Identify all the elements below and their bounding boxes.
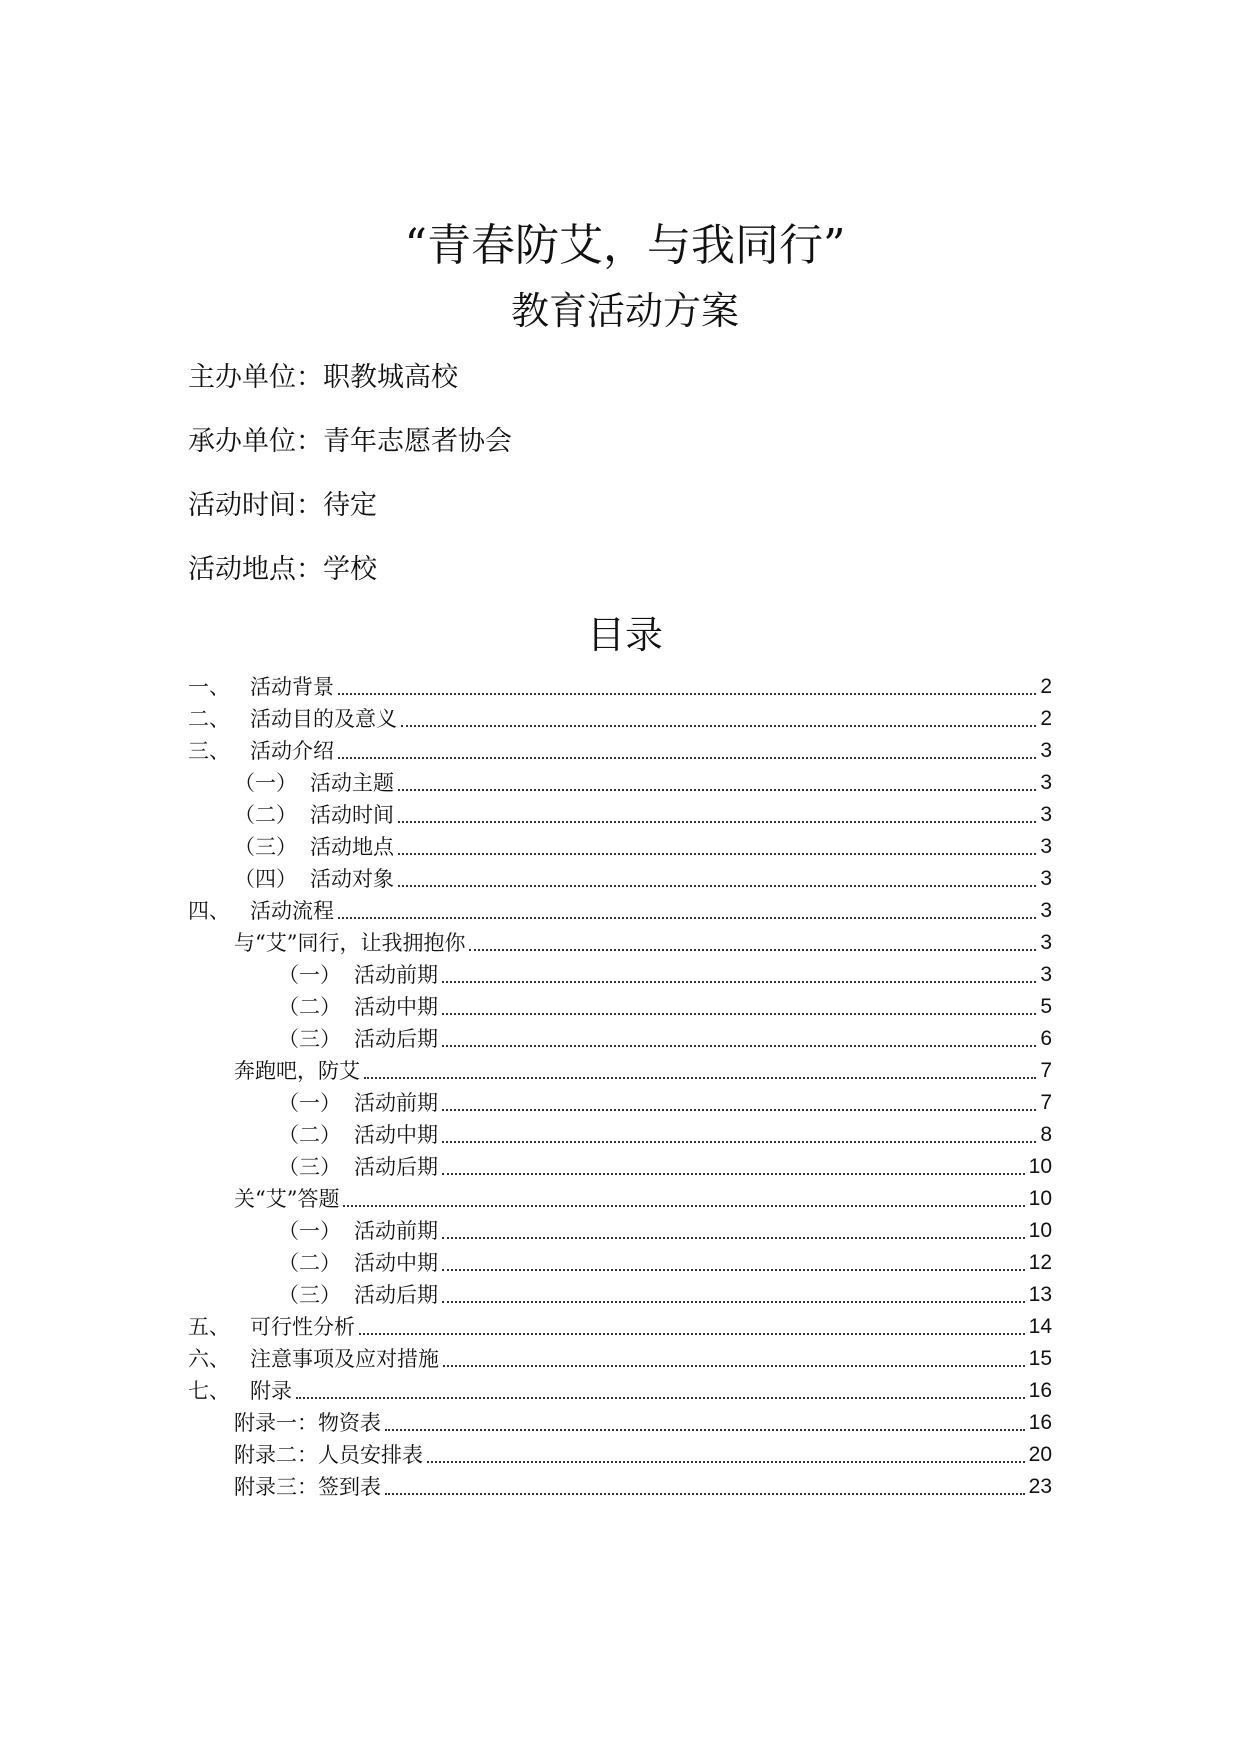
toc-entry-page: 2 — [1040, 675, 1052, 698]
toc-entry-title: 活动流程 — [250, 899, 334, 923]
toc-leader-dots — [427, 1460, 1025, 1463]
toc-entry-page: 13 — [1028, 1283, 1052, 1306]
toc-leader-dots — [338, 756, 1036, 759]
toc-entry-page: 3 — [1040, 899, 1052, 922]
document-subtitle — [0, 286, 1240, 336]
toc-entry[interactable] — [234, 796, 1052, 828]
toc-entry-title: 活动前期 — [354, 1091, 438, 1115]
toc-entry-title: 附录二：人员安排表 — [234, 1443, 423, 1467]
toc-entry-page: 3 — [1040, 931, 1052, 954]
toc-entry-page: 2 — [1040, 707, 1052, 730]
toc-entry-title: 奔跑吧，防艾 — [234, 1059, 360, 1083]
toc-leader-dots — [343, 1204, 1024, 1207]
toc-entry-number: （二） — [278, 995, 341, 1019]
info-label: 活动地点： — [188, 554, 323, 585]
toc-entry-page: 3 — [1040, 835, 1052, 858]
toc-entry-page: 10 — [1028, 1155, 1052, 1178]
toc-entry-title: 活动背景 — [250, 675, 334, 699]
toc-entry-page: 16 — [1028, 1411, 1052, 1434]
document-title — [0, 218, 1240, 274]
toc-leader-dots — [296, 1396, 1025, 1399]
toc-entry-page: 16 — [1028, 1379, 1052, 1402]
toc-entry-number: （二） — [278, 1123, 341, 1147]
toc-entry-page: 3 — [1040, 771, 1052, 794]
toc-leader-dots — [442, 1140, 1036, 1143]
toc-leader-dots — [442, 1236, 1025, 1239]
toc-entry-page: 3 — [1040, 739, 1052, 762]
toc-entry-page: 5 — [1040, 995, 1052, 1018]
toc-leader-dots — [398, 852, 1036, 855]
toc-entry-title: 附录 — [250, 1379, 292, 1403]
toc-entry-title: 活动地点 — [310, 835, 394, 859]
toc-entry-page: 8 — [1040, 1123, 1052, 1146]
toc-entry-title: 活动对象 — [310, 867, 394, 891]
toc-entry[interactable] — [278, 1276, 1052, 1308]
toc-leader-dots — [398, 820, 1036, 823]
toc-entry-number: （一） — [278, 1219, 341, 1243]
toc-entry-number: 五、 — [188, 1315, 230, 1339]
toc-entry-page: 6 — [1040, 1027, 1052, 1050]
toc-entry-title: 活动中期 — [354, 995, 438, 1019]
toc-entry-title: 注意事项及应对措施 — [250, 1347, 439, 1371]
info-value: 待定 — [323, 490, 377, 521]
toc-leader-dots — [442, 980, 1036, 983]
toc-leader-dots — [442, 1300, 1025, 1303]
toc-entry-title: 活动目的及意义 — [250, 707, 397, 731]
toc-entry[interactable] — [278, 1084, 1052, 1116]
toc-entry[interactable] — [188, 1308, 1052, 1340]
toc-entry-title: 关“艾”答题 — [234, 1187, 340, 1211]
toc-leader-dots — [442, 1012, 1036, 1015]
toc-entry-number: （三） — [278, 1027, 341, 1051]
toc-entry[interactable] — [188, 1372, 1052, 1404]
toc-heading-text: 目录 — [586, 613, 663, 657]
toc-entry[interactable] — [278, 1244, 1052, 1276]
info-label: 承办单位： — [188, 426, 323, 457]
toc-leader-dots — [398, 884, 1036, 887]
toc-entry[interactable] — [234, 1468, 1052, 1500]
toc-entry-page: 20 — [1028, 1443, 1052, 1466]
toc-entry[interactable] — [278, 1020, 1052, 1052]
toc-entry-number: （三） — [278, 1155, 341, 1179]
toc-leader-dots — [401, 724, 1036, 727]
toc-leader-dots — [385, 1492, 1025, 1495]
toc-entry[interactable] — [188, 1340, 1052, 1372]
toc-entry[interactable] — [278, 1148, 1052, 1180]
toc-entry-number: （一） — [278, 1091, 341, 1115]
toc-leader-dots — [442, 1172, 1025, 1175]
toc-entry-title: 活动时间 — [310, 803, 394, 827]
toc-leader-dots — [359, 1332, 1025, 1335]
toc-heading — [0, 610, 1240, 660]
toc-entry-page: 15 — [1028, 1347, 1052, 1370]
toc-entry-number: 一、 — [188, 675, 230, 699]
toc-entry-number: 七、 — [188, 1379, 230, 1403]
toc-entry-title: 可行性分析 — [250, 1315, 355, 1339]
info-label: 活动时间： — [188, 490, 323, 521]
toc-entry-number: （一） — [234, 771, 297, 795]
toc-entry[interactable] — [188, 892, 1052, 924]
toc-entry-page: 3 — [1040, 867, 1052, 890]
toc-entry-title: 活动中期 — [354, 1123, 438, 1147]
toc-entry-title: 活动前期 — [354, 963, 438, 987]
toc-entry[interactable] — [278, 956, 1052, 988]
toc-entry[interactable] — [234, 1404, 1052, 1436]
toc-leader-dots — [398, 788, 1036, 791]
toc-entry[interactable] — [234, 924, 1052, 956]
toc-entry-title: 附录三：签到表 — [234, 1475, 381, 1499]
toc-entry-number: （二） — [278, 1251, 341, 1275]
toc-entry-number: （四） — [234, 867, 297, 891]
toc-entry-page: 3 — [1040, 963, 1052, 986]
toc-leader-dots — [443, 1364, 1025, 1367]
toc-entry-number: （三） — [278, 1283, 341, 1307]
toc-leader-dots — [364, 1076, 1036, 1079]
toc-entry[interactable] — [278, 1116, 1052, 1148]
toc-entry[interactable] — [234, 764, 1052, 796]
toc-entry[interactable] — [188, 668, 1052, 700]
document-subtitle-text: 教育活动方案 — [510, 289, 739, 333]
toc-entry[interactable] — [234, 1052, 1052, 1084]
toc-entry[interactable] — [188, 700, 1052, 732]
toc-entry-number: （三） — [234, 835, 297, 859]
toc-entry-number: 二、 — [188, 707, 230, 731]
toc-entry-number: 四、 — [188, 899, 230, 923]
toc-entry[interactable] — [234, 828, 1052, 860]
toc-entry-page: 12 — [1028, 1251, 1052, 1274]
toc-entry-page: 23 — [1028, 1475, 1052, 1498]
toc-leader-dots — [469, 948, 1036, 951]
toc-entry[interactable] — [278, 988, 1052, 1020]
info-value: 学校 — [323, 554, 377, 585]
toc-entry[interactable] — [234, 1180, 1052, 1212]
toc-entry-number: 六、 — [188, 1347, 230, 1371]
toc-entry[interactable] — [188, 732, 1052, 764]
info-label: 主办单位： — [188, 362, 323, 393]
toc-entry-title: 活动中期 — [354, 1251, 438, 1275]
toc-entry-page: 7 — [1040, 1091, 1052, 1114]
info-value: 青年志愿者协会 — [323, 426, 512, 457]
document-title-text: “青春防艾，与我同行” — [404, 220, 846, 271]
toc-entry-title: 附录一：物资表 — [234, 1411, 381, 1435]
toc-entry-title: 活动后期 — [354, 1283, 438, 1307]
toc-entry-page: 10 — [1028, 1187, 1052, 1210]
toc-entry-title: 活动主题 — [310, 771, 394, 795]
info-organizer — [188, 360, 458, 396]
toc-entry-page: 7 — [1040, 1059, 1052, 1082]
toc-entry[interactable] — [234, 1436, 1052, 1468]
info-time — [188, 488, 377, 524]
toc-entry[interactable] — [278, 1212, 1052, 1244]
toc-entry[interactable] — [234, 860, 1052, 892]
toc-leader-dots — [338, 916, 1036, 919]
toc-leader-dots — [338, 692, 1036, 695]
toc-entry-page: 10 — [1028, 1219, 1052, 1242]
toc-leader-dots — [442, 1108, 1036, 1111]
toc-entry-number: 三、 — [188, 739, 230, 763]
toc-entry-title: 活动后期 — [354, 1027, 438, 1051]
toc-entry-number: （二） — [234, 803, 297, 827]
toc-leader-dots — [385, 1428, 1025, 1431]
toc-leader-dots — [442, 1044, 1036, 1047]
info-value: 职教城高校 — [323, 362, 458, 393]
toc-entry-title: 活动介绍 — [250, 739, 334, 763]
toc-entry-page: 3 — [1040, 803, 1052, 826]
toc-entry-page: 14 — [1028, 1315, 1052, 1338]
toc-entry-number: （一） — [278, 963, 341, 987]
toc-leader-dots — [442, 1268, 1025, 1271]
toc-entry-title: 活动后期 — [354, 1155, 438, 1179]
toc-entry-title: 与“艾”同行，让我拥抱你 — [234, 931, 466, 955]
toc-entry-title: 活动前期 — [354, 1219, 438, 1243]
info-host — [188, 424, 512, 460]
info-location — [188, 552, 377, 588]
